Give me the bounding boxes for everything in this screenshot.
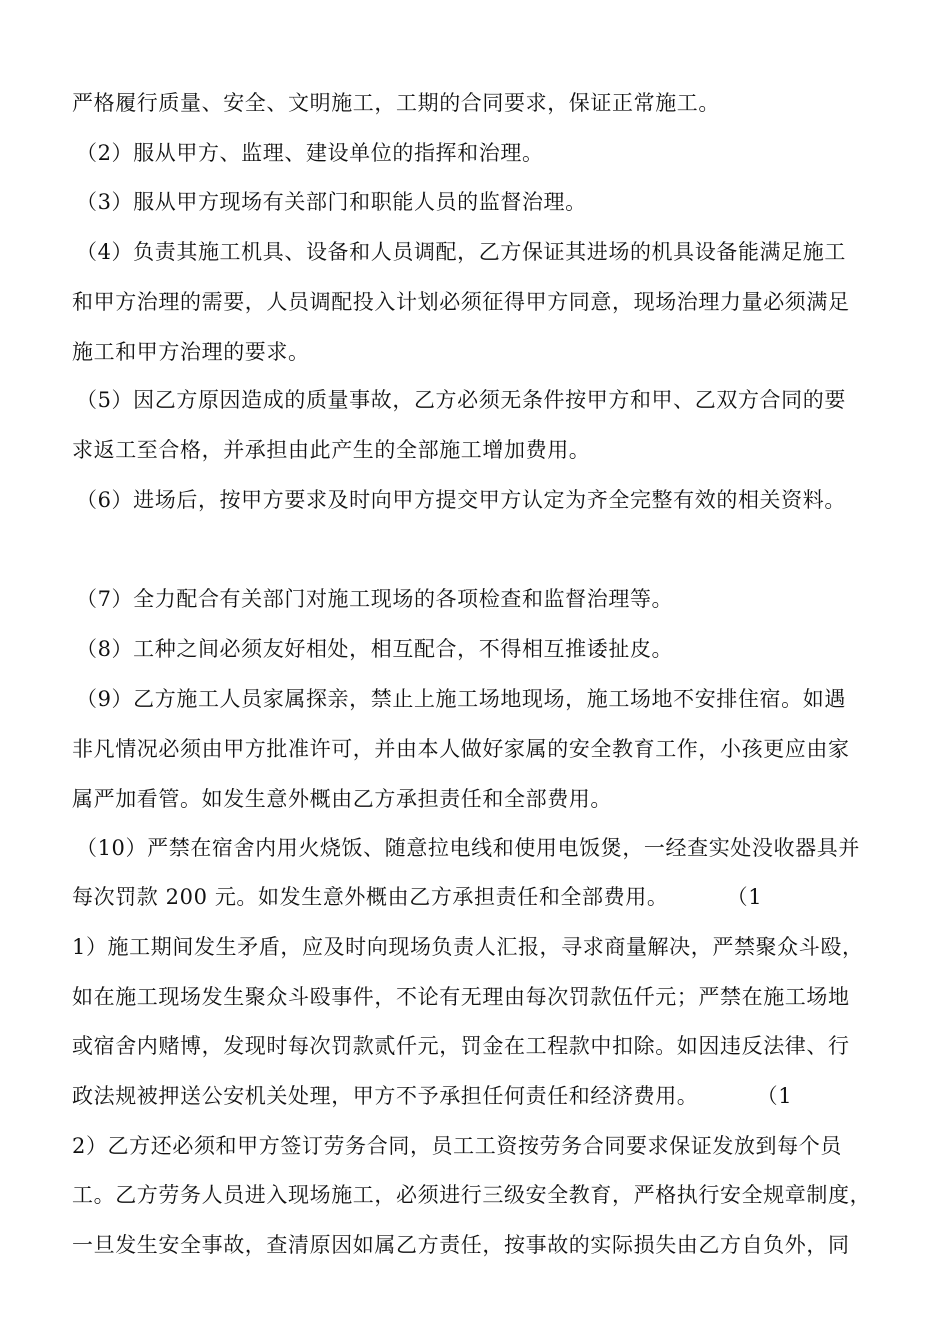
clause-2: （2）服从甲方、监理、建设单位的指挥和治理。 — [76, 141, 544, 165]
clause-7: （7）全力配合有关部门对施工现场的各项检查和监督治理等。 — [76, 587, 674, 611]
clause-8: （8）工种之间必须友好相处，相互配合，不得相互推诿扯皮。 — [76, 637, 674, 661]
text-line: 施工和甲方治理的要求。 — [72, 340, 310, 364]
text-line: 如在施工现场发生聚众斗殴事件，不论有无理由每次罚款伍仟元；严禁在施工场地 — [72, 985, 850, 1009]
text-line: 求返工至合格，并承担由此产生的全部施工增加费用。 — [72, 438, 591, 462]
text-line: 工。乙方劳务人员进入现场施工，必须进行三级安全教育，严格执行安全规章制度， — [72, 1183, 872, 1207]
text-line: 或宿舍内赌博，发现时每次罚款贰仟元，罚金在工程款中扣除。如因违反法律、行 — [72, 1034, 850, 1058]
clause-3: （3）服从甲方现场有关部门和职能人员的监督治理。 — [76, 190, 587, 214]
clause-10: （10）严禁在宿舍内用火烧饭、随意拉电线和使用电饭煲，一经查实处没收器具并 — [76, 836, 860, 860]
text-line: 政法规被押送公安机关处理，甲方不予承担任何责任和经济费用。 （1 — [72, 1084, 793, 1108]
clause-4: （4）负责其施工机具、设备和人员调配，乙方保证其进场的机具设备能满足施工 — [76, 240, 846, 264]
clause-5: （5）因乙方原因造成的质量事故，乙方必须无条件按甲方和甲、乙双方合同的要 — [76, 388, 846, 412]
text-line: 严格履行质量、安全、文明施工，工期的合同要求，保证正常施工。 — [72, 91, 720, 115]
text-line: 属严加看管。如发生意外概由乙方承担责任和全部费用。 — [72, 787, 612, 811]
clause-9: （9）乙方施工人员家属探亲，禁止上施工场地现场，施工场地不安排住宿。如遇 — [76, 687, 846, 711]
text-line: 每次罚款 200 元。如发生意外概由乙方承担责任和全部费用。 （1 — [72, 885, 763, 909]
clause-12: 2）乙方还必须和甲方签订劳务合同，员工工资按劳务合同要求保证发放到每个员 — [72, 1134, 842, 1158]
clause-6: （6）进场后，按甲方要求及时向甲方提交甲方认定为齐全完整有效的相关资料。 — [76, 488, 846, 512]
clause-11: 1）施工期间发生矛盾，应及时向现场负责人汇报，寻求商量解决，严禁聚众斗殴， — [72, 935, 864, 959]
text-line: 和甲方治理的需要，人员调配投入计划必须征得甲方同意，现场治理力量必须满足 — [72, 290, 850, 314]
text-line: 一旦发生安全事故，查清原因如属乙方责任，按事故的实际损失由乙方自负外，同 — [72, 1233, 850, 1257]
text-line: 非凡情况必须由甲方批准许可，并由本人做好家属的安全教育工作，小孩更应由家 — [72, 737, 850, 761]
